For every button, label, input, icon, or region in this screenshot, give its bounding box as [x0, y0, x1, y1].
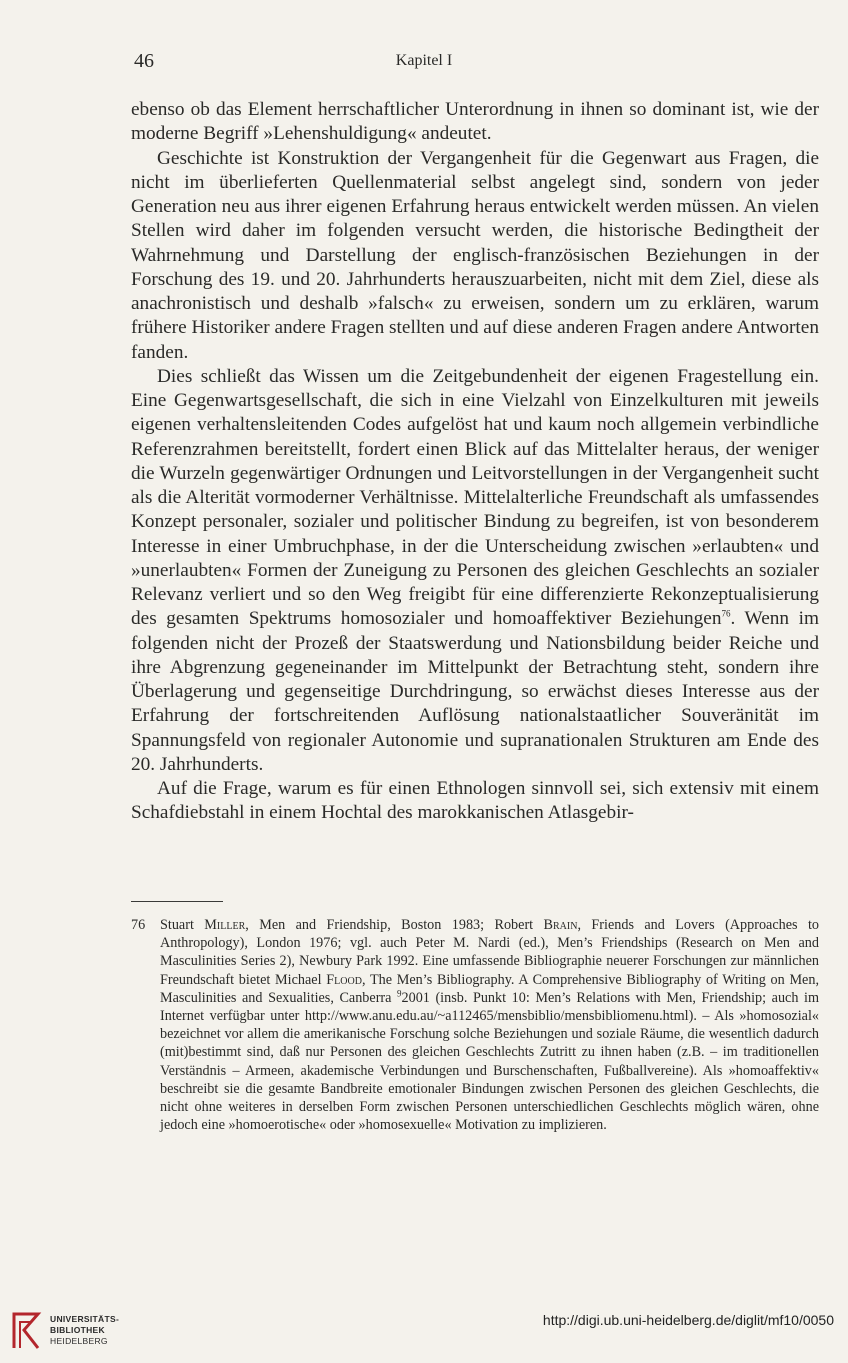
- edition-superscript: 9: [397, 988, 402, 999]
- author-name: Miller: [204, 917, 246, 933]
- library-logo-icon: [10, 1308, 44, 1352]
- footnote-rule: [131, 901, 223, 902]
- paragraph-3: [131, 365, 819, 777]
- running-head: Kapitel I: [395, 52, 453, 69]
- paragraph-4: Auf die Frage, warum es für einen Ethnologen sinnvoll sei, sich extensiv mit einem Schafdiebstahl in einem Hochtal des marokkanischen Atlasgebir-: [131, 778, 819, 824]
- footnote-reference[interactable]: 76: [721, 608, 731, 619]
- body-text: [131, 98, 819, 826]
- footnote-number: 76: [131, 917, 146, 933]
- source-url-link[interactable]: http://digi.ub.uni-heidelberg.de/diglit/mf10/0050: [542, 1312, 834, 1328]
- logo-text-line-2: BIBLIOTHEK: [50, 1325, 105, 1335]
- paragraph-3-text-before: Dies schließt das Wissen um die Zeitgebundenheit der eigenen Fragestellung ein. Eine Gegenwartsgesellschaft, die sich in eine Vielzahl von Einzelkulturen mit jeweils eigenen verhaltensleitenden Codes aufgelöst hat und kaum noch allgemein verbindliche Referenzrahmen bereitstellt, fordert einen Blick auf das Mittelalter heraus, der weniger die Wurzeln gegenwärtiger Ordnungen und Leitvorstellungen in der Vergangenheit sucht als die Alterität vormoderner Verhältnisse. Mittelalterliche Freundschaft als umfassendes Konzept personaler, sozialer und politischer Bindung zu begreifen, ist von besonderem Interesse in einer Umbruchphase, in der die Unterscheidung zwischen »erlaubten« und »unerlaubten« Formen der Zuneigung zu Personen des gleichen Geschlechts an sozialer Relevanz verliert und so den Weg freigibt für eine differenzierte Rekonzeptualisierung des gesamten Spektrums homosozialer und homoaffektiver Beziehungen: [131, 365, 819, 630]
- paragraph-1: ebenso ob das Element herrschaftlicher Unterordnung in ihnen so dominant ist, wie der moderne Begriff »Lehenshuldigung« andeutet.: [131, 99, 819, 145]
- footnote-segment: , Men and Friendship, Boston 1983; Robert: [245, 917, 544, 933]
- footnote-text: [160, 916, 819, 1134]
- library-logo[interactable]: [10, 1308, 130, 1352]
- logo-text-line-3: HEIDELBERG: [50, 1336, 108, 1346]
- page-number: 46: [134, 50, 154, 72]
- logo-text-line-1: UNIVERSITÄTS-: [50, 1314, 120, 1324]
- footnote: [131, 916, 819, 1134]
- author-name: Flood: [326, 971, 362, 988]
- author-name: Brain: [543, 917, 578, 933]
- footnote-segment: , The Men’s Bibliography. A Comprehensive Bibliography of Writing on Men, Masculinities and Sexualities, Canberra: [160, 971, 819, 1006]
- paragraph-3-text-after: . Wenn im folgenden nicht der Prozeß der Staatswerdung und Nationsbildung beider Reiche und ihre Abgrenzung gegeneinander im Mittelpunkt der Betrachtung steht, sondern ihre Überlagerung und gegenseitige Durchdringung, so erwächst dieses Interesse aus der Erfahrung der fortschreitenden Auflösung nationalstaatlicher Souveränität im Spannungsfeld von regionaler Autonomie und supranationalen Strukturen am Ende des 20. Jahrhunderts.: [131, 608, 819, 775]
- footnote-segment: , Friends and Lovers (Approaches to Anthropology), London 1976; vgl. auch Peter M. Nardi (ed.), Men’s Friendships (Research on Men and Masculinities Series 2), Newbury Park 1992. Eine umfassende Bibliographie neuerer Forschungen zur männlichen Freundschaft bietet Michael: [160, 917, 819, 988]
- paragraph-2: Geschichte ist Konstruktion der Vergangenheit für die Gegenwart aus Fragen, die nicht im überlieferten Quellenmaterial selbst angelegt sind, sondern von jeder Generation neu aus ihrer eigenen Erfahrung heraus entwickelt werden müssen. An vielen Stellen wird daher im folgenden versucht werden, die historische Bedingtheit der Wahrnehmung und Darstellung der englisch-französischen Beziehungen in der Forschung des 19. und 20. Jahrhunderts herauszuarbeiten, nicht mit dem Ziel, diese als anachronistisch und deshalb »falsch« zu erweisen, sondern um zu erklären, warum frühere Historiker andere Fragen stellten und auf diese anderen Fragen andere Antworten fanden.: [131, 147, 819, 363]
- footnote-segment: 2001 (insb. Punkt 10: Men’s Relations with Men, Friendship; auch im Internet verfügbar unter http://www.anu.edu.au/~a112465/mensbiblio/mensbibliomenu.html). – Als »homosozial« bezeichnet vor allem die amerikanische Forschung solche Beziehungen und soziale Räume, die wesentlich dadurch (mit)bestimmt sind, daß nur Personen des gleichen Geschlechts Zutritt zu ihnen haben (z.B. – im traditionellen Verständnis – Armeen, akademische Verbindungen und Burschenschaften, Fußballvereine). Als »homoaffektiv« beschreibt sie die gesamte Bandbreite emotionaler Bindungen zwischen Personen des gleichen Geschlechts, die nicht ohne weiteres in derselben Form zwischen Personen unterschiedlichen Geschlechts möglich wären, ohne jedoch eine »homoerotische« oder »homosexuelle« Motivation zu implizieren.: [160, 989, 819, 1134]
- footnote-segment: Stuart: [160, 917, 205, 933]
